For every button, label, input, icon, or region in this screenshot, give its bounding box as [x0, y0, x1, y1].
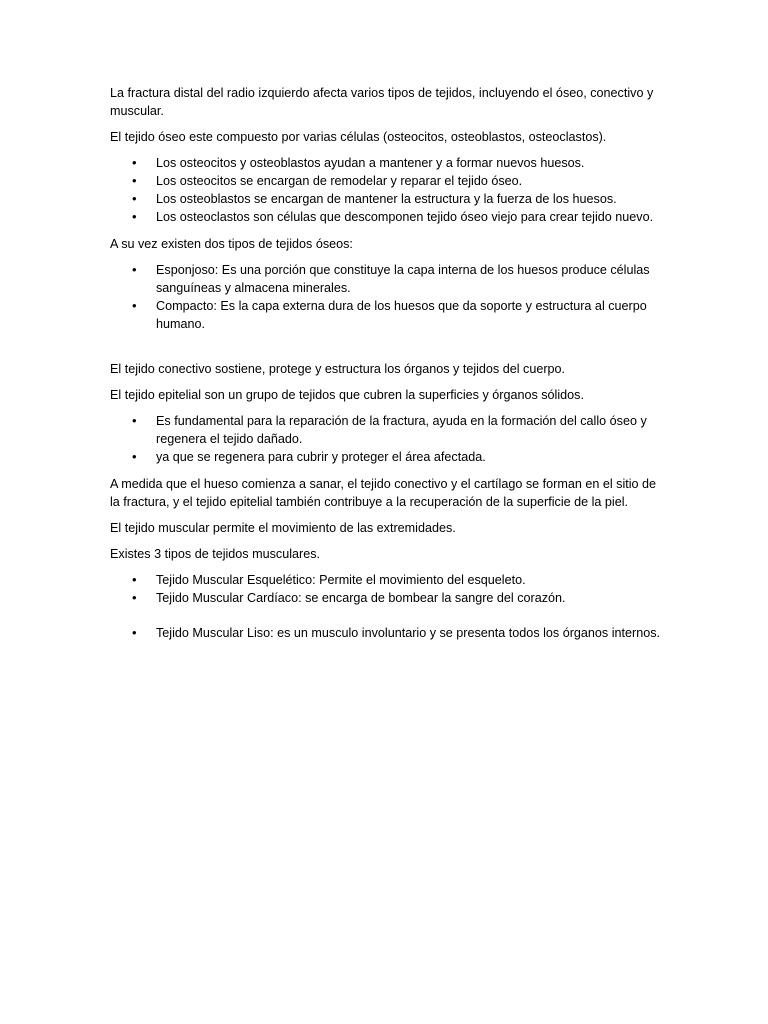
blank-line: [110, 342, 662, 360]
bullet-icon: •: [132, 298, 137, 313]
list-item: [110, 624, 662, 642]
document-page: [110, 84, 662, 651]
list-item: [110, 172, 662, 190]
list-item-text: Esponjoso: Es una porción que constituye la capa interna de los huesos produce células sanguíneas y almacena minerales.: [156, 263, 650, 295]
bullet-icon: •: [132, 155, 137, 170]
list-item-text: Tejido Muscular Esquelético: Permite el movimiento del esqueleto.: [156, 573, 526, 587]
list-item: [110, 190, 662, 208]
paragraph-muscle-tissue: El tejido muscular permite el movimiento de las extremidades.: [110, 521, 456, 535]
paragraph-bone-types: A su vez existen dos tipos de tejidos óseos:: [110, 237, 353, 251]
bullet-icon: •: [132, 262, 137, 277]
list-item: [110, 208, 662, 226]
list-item-text: Los osteoblastos se encargan de mantener la estructura y la fuerza de los huesos.: [156, 192, 617, 206]
epithelial-list: [110, 412, 662, 466]
list-item-text: Tejido Muscular Cardíaco: se encarga de bombear la sangre del corazón.: [156, 591, 566, 605]
list-item: [110, 297, 662, 333]
list-item: [110, 589, 662, 607]
list-item: [110, 571, 662, 589]
bullet-icon: •: [132, 413, 137, 428]
bone-types-list: [110, 261, 662, 333]
paragraph-intro: La fractura distal del radio izquierdo afecta varios tipos de tejidos, incluyendo el óseo, conectivo y muscular.: [110, 86, 654, 118]
paragraph-connective-tissue: El tejido conectivo sostiene, protege y estructura los órganos y tejidos del cuerpo.: [110, 362, 566, 376]
list-item-text: Los osteocitos y osteoblastos ayudan a mantener y a formar nuevos huesos.: [156, 156, 585, 170]
list-item-text: Es fundamental para la reparación de la fractura, ayuda en la formación del callo óseo y regenera el tejido dañado.: [156, 414, 647, 446]
list-item: [110, 412, 662, 448]
blank-line: [110, 607, 662, 624]
bullet-icon: •: [132, 173, 137, 188]
bullet-icon: •: [132, 625, 137, 640]
bullet-icon: •: [132, 590, 137, 605]
paragraph-bone-tissue: El tejido óseo este compuesto por varias células (osteocitos, osteoblastos, osteoclastos).: [110, 130, 607, 144]
bullet-icon: •: [132, 209, 137, 224]
bullet-icon: •: [132, 191, 137, 206]
paragraph-epithelial-tissue: El tejido epitelial son un grupo de tejidos que cubren la superficies y órganos sólidos.: [110, 388, 584, 402]
list-item: [110, 448, 662, 466]
list-item-text: ya que se regenera para cubrir y proteger el área afectada.: [156, 450, 486, 464]
bullet-icon: •: [132, 449, 137, 464]
muscle-types-list: [110, 571, 662, 642]
bullet-icon: •: [132, 572, 137, 587]
list-item: [110, 154, 662, 172]
list-item-text: Compacto: Es la capa externa dura de los huesos que da soporte y estructura al cuerpo humano.: [156, 299, 647, 331]
list-item-text: Los osteoclastos son células que descomponen tejido óseo viejo para crear tejido nuevo.: [156, 210, 654, 224]
list-item-text: Tejido Muscular Liso: es un musculo involuntario y se presenta todos los órganos internos.: [156, 626, 661, 640]
paragraph-muscle-types: Existes 3 tipos de tejidos musculares.: [110, 547, 320, 561]
list-item: [110, 261, 662, 297]
list-item-text: Los osteocitos se encargan de remodelar y reparar el tejido óseo.: [156, 174, 523, 188]
bone-cells-list: [110, 154, 662, 226]
paragraph-healing: A medida que el hueso comienza a sanar, el tejido conectivo y el cartílago se forman en el sitio de la fractura, y el tejido epitelial también contribuye a la recuperación de la superficie de la piel.: [110, 477, 657, 509]
